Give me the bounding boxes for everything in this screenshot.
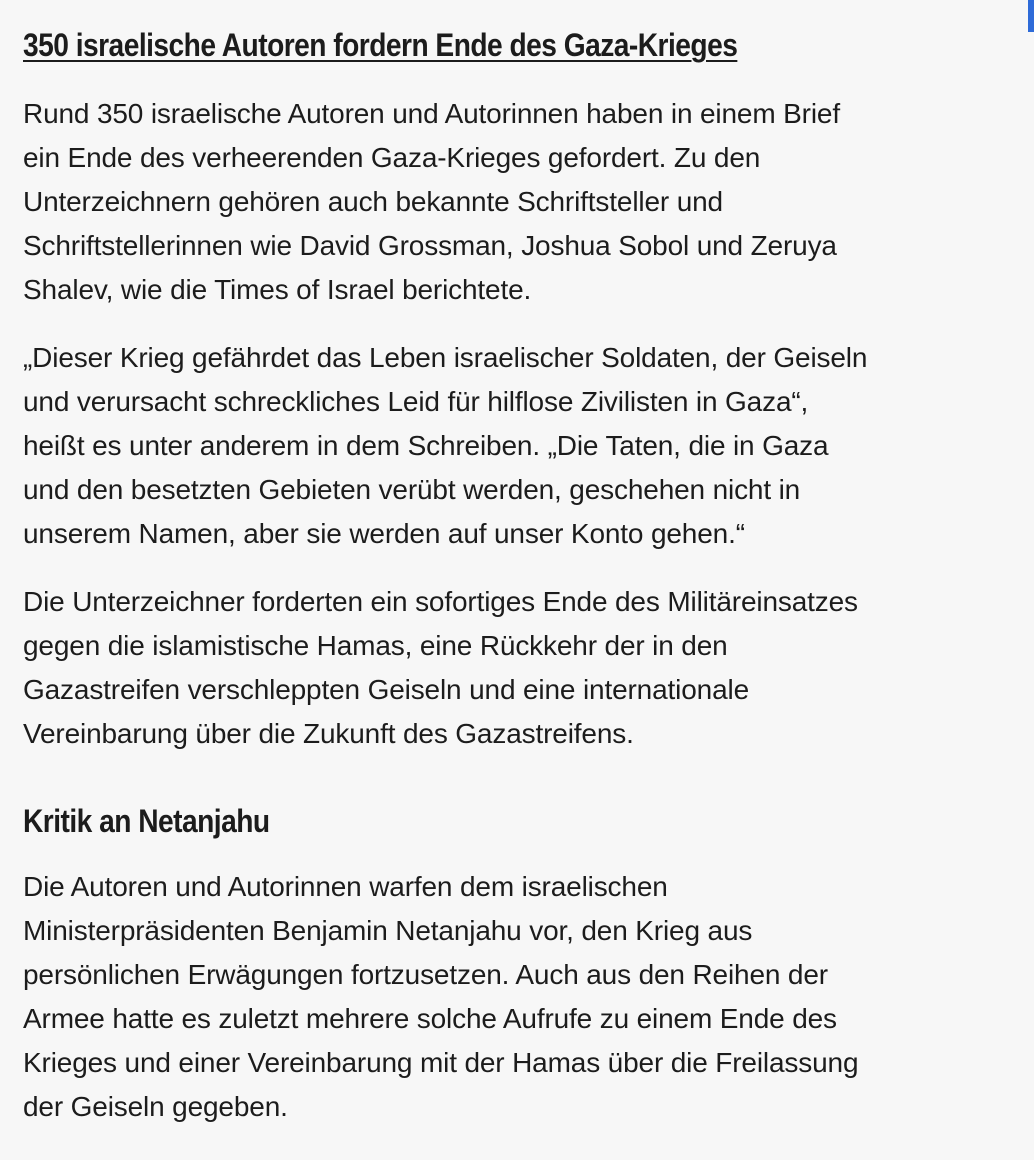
accent-bar: [1028, 0, 1034, 32]
text-line: Krieges und einer Vereinbarung mit der Hamas über die Freilassung: [23, 1047, 859, 1078]
text-line: Schriftstellerinnen wie David Grossman, Joshua Sobol und Zeruya: [23, 230, 837, 261]
text-line: Shalev, wie die Times of Israel berichtete.: [23, 274, 532, 305]
text-line: gegen die islamistische Hamas, eine Rückkehr der in den: [23, 630, 728, 661]
text-line: Armee hatte es zuletzt mehrere solche Aufrufe zu einem Ende des: [23, 1003, 837, 1034]
text-line: „Dieser Krieg gefährdet das Leben israelischer Soldaten, der Geiseln: [23, 342, 868, 373]
text-line: Unterzeichnern gehören auch bekannte Schriftsteller und: [23, 186, 723, 217]
article: [23, 20, 1028, 1129]
paragraph-intro: [23, 92, 1028, 312]
text-line: ein Ende des verheerenden Gaza-Krieges gefordert. Zu den: [23, 142, 761, 173]
text-line: der Geiseln gegeben.: [23, 1091, 288, 1122]
paragraph-quote: [23, 336, 1028, 556]
article-headline: [23, 20, 907, 70]
text-line: und verursacht schreckliches Leid für hilflose Zivilisten in Gaza“,: [23, 386, 809, 417]
headline-link[interactable]: 350 israelische Autoren fordern Ende des Gaza-Krieges: [23, 27, 738, 63]
text-line: heißt es unter anderem in dem Schreiben. „Die Taten, die in Gaza: [23, 430, 829, 461]
text-line: persönlichen Erwägungen fortzusetzen. Auch aus den Reihen der: [23, 959, 828, 990]
text-line: und den besetzten Gebieten verübt werden, geschehen nicht in: [23, 474, 801, 505]
text-line: Die Autoren und Autorinnen warfen dem israelischen: [23, 871, 668, 902]
paragraph-demands: [23, 580, 1028, 756]
text-line: Die Unterzeichner forderten ein sofortiges Ende des Militäreinsatzes: [23, 586, 858, 617]
paragraph-criticism: [23, 865, 1028, 1129]
text-line: Vereinbarung über die Zukunft des Gazastreifens.: [23, 718, 634, 749]
text-line: Ministerpräsidenten Benjamin Netanjahu vor, den Krieg aus: [23, 915, 753, 946]
text-line: unserem Namen, aber sie werden auf unser Konto gehen.“: [23, 518, 745, 549]
section-subheading: Kritik an Netanjahu: [23, 803, 270, 839]
text-line: Rund 350 israelische Autoren und Autorinnen haben in einem Brief: [23, 98, 840, 129]
text-line: Gazastreifen verschleppten Geiseln und eine internationale: [23, 674, 749, 705]
